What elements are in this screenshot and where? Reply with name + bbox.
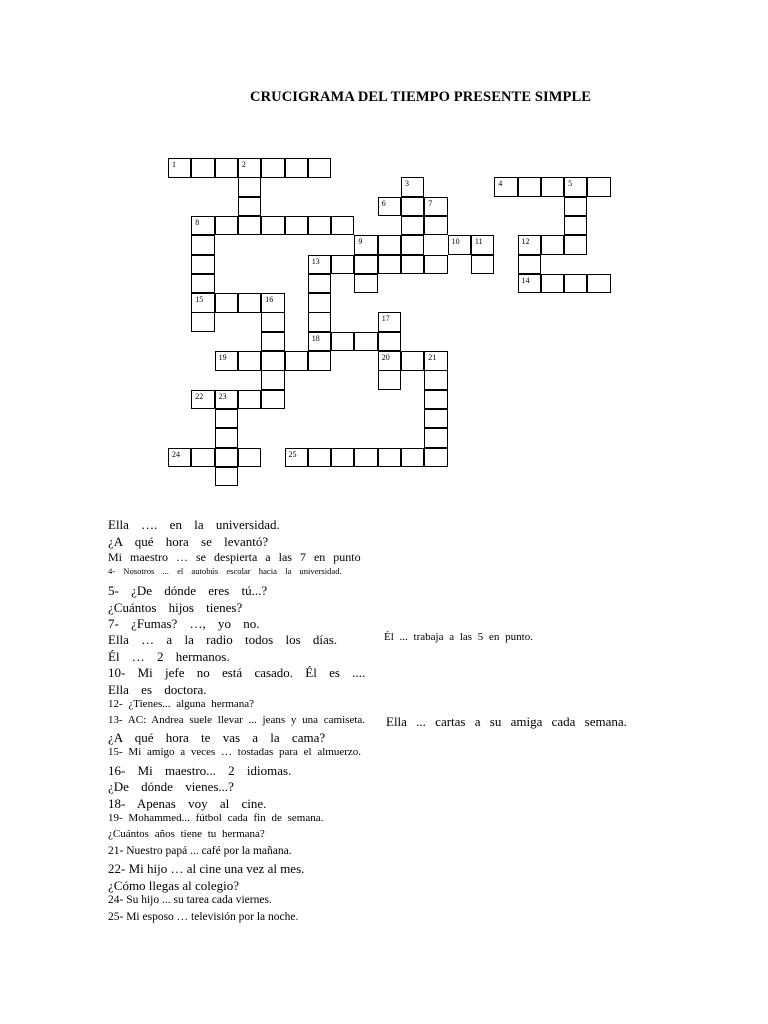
crossword-cell[interactable] [518,274,541,294]
clue-text: 15- Mi amigo a veces … tostadas para el almuerzo. [108,746,362,758]
crossword-cell[interactable] [191,216,214,236]
cell-number: 13 [311,256,320,266]
clue-text: 22- Mi hijo … al cine una vez al mes. [108,861,305,876]
crossword-cell[interactable] [191,312,214,332]
crossword-cell[interactable] [261,293,284,313]
page-title: CRUCIGRAMA DEL TIEMPO PRESENTE SIMPLE [250,89,592,105]
clue-text: 18- Apenas voy al cine. [108,796,267,811]
crossword-cell[interactable] [378,312,401,332]
crossword-cell[interactable] [471,235,494,255]
clue-text: 25- Mi esposo … televisión por la noche. [108,911,299,923]
crossword-cell[interactable] [285,158,308,178]
cell-number: 1 [172,160,176,169]
crossword-cell[interactable] [378,370,401,390]
clue-text: ¿Cuántos años tiene tu hermana? [108,828,265,840]
crossword-cell[interactable] [215,351,238,371]
crossword-cell[interactable] [261,370,284,390]
crossword-cell[interactable] [401,351,424,371]
cell-number: 16 [265,295,274,305]
crossword-cell[interactable] [378,197,401,217]
side-clue-text: Él ... trabaja a las 5 en punto. [384,631,533,643]
clue-text: 19- Mohammed... fútbol cada fin de semana. [108,812,324,824]
crossword-cell[interactable] [261,158,284,178]
crossword-cell[interactable] [308,312,331,332]
clue-text: 16- Mi maestro... 2 idiomas. [108,763,292,778]
clue-text: 24- Su hijo ... su tarea cada viernes. [108,894,272,906]
clue-text: ¿Cómo llegas al colegio? [108,878,240,893]
crossword-cell[interactable] [285,216,308,236]
crossword-cell[interactable] [378,235,401,255]
clue-text: Mi maestro … se despierta a las 7 en punto [108,550,361,564]
cell-number: 21 [428,353,437,362]
crossword-cell[interactable] [354,448,377,468]
crossword-cell[interactable] [308,255,331,275]
cell-number: 4 [498,179,503,189]
cell-number: 2 [241,160,246,169]
crossword-cell[interactable] [564,235,587,255]
crossword-cell[interactable] [401,255,424,275]
crossword-cell[interactable] [354,332,377,352]
cell-number: 19 [218,353,227,362]
cell-number: 10 [451,237,460,247]
clue-text: 12- ¿Tienes... alguna hermana? [108,698,255,710]
crossword-cell[interactable] [378,351,401,371]
crossword-cell[interactable] [168,448,191,468]
crossword-cell[interactable] [331,448,354,468]
crossword-cell[interactable] [308,293,331,313]
crossword-cell[interactable] [215,467,238,487]
crossword-cell[interactable] [308,158,331,178]
clue-text: ¿De dónde vienes...? [108,779,234,794]
crossword-cell[interactable] [238,158,261,178]
cell-number: 8 [195,217,200,227]
crossword-cell[interactable] [401,235,424,255]
crossword-cell[interactable] [354,274,377,294]
crossword-cell[interactable] [215,293,238,313]
crossword-cell[interactable] [424,216,447,236]
crossword-cell[interactable] [191,390,214,410]
crossword-cell[interactable] [541,177,564,197]
crossword-cell[interactable] [424,255,447,275]
clue-text: 13- AC: Andrea suele llevar ... jeans y una camiseta. [108,714,366,726]
side-clue-text: Ella ... cartas a su amiga cada semana. [386,714,627,729]
cell-number: 5 [568,179,573,189]
crossword-cell[interactable] [238,197,261,217]
crossword-cell[interactable] [401,216,424,236]
clue-text: Ella es doctora. [108,682,207,697]
crossword-cell[interactable] [401,197,424,217]
crossword-cell[interactable] [587,177,610,197]
crossword-cell[interactable] [378,448,401,468]
crossword-cell[interactable] [261,332,284,352]
crossword-cell[interactable] [308,216,331,236]
crossword-cell[interactable] [215,216,238,236]
crossword-cell[interactable] [215,448,238,468]
crossword-cell[interactable] [191,274,214,294]
crossword-cell[interactable] [191,255,214,275]
crossword-cell[interactable] [191,158,214,178]
clue-text: Ella …. en la universidad. [108,517,280,532]
crossword-cell[interactable] [587,274,610,294]
crossword-cell[interactable] [261,390,284,410]
crossword-cell[interactable] [471,255,494,275]
cell-number: 9 [358,237,363,247]
crossword-cell[interactable] [424,390,447,410]
clue-text: 4- Nosotros ... el autobús escolar hacia la universidad. [108,566,342,576]
crossword-cell[interactable] [238,448,261,468]
crossword-cell[interactable] [285,448,308,468]
clue-text: ¿A qué hora se levantó? [108,534,269,549]
crossword-cell[interactable] [564,274,587,294]
crossword-cell[interactable] [191,448,214,468]
crossword-cell[interactable] [238,293,261,313]
clue-text: 10- Mi jefe no está casado. Él es .... [108,665,366,680]
crossword-cell[interactable] [285,351,308,371]
crossword-cell[interactable] [541,274,564,294]
crossword-cell[interactable] [424,197,447,217]
cell-number: 3 [405,179,409,189]
cell-number: 11 [474,237,483,247]
crossword-cell[interactable] [424,448,447,468]
crossword-cell[interactable] [378,332,401,352]
crossword-cell[interactable] [564,177,587,197]
clue-text: Él … 2 hermanos. [108,649,230,664]
cell-number: 6 [381,198,386,208]
crossword-cell[interactable] [331,255,354,275]
crossword-cell[interactable] [331,332,354,352]
crossword-cell[interactable] [424,409,447,429]
crossword-cell[interactable] [401,177,424,197]
crossword-cell[interactable] [191,293,214,313]
crossword-cell[interactable] [238,177,261,197]
crossword-cell[interactable] [354,255,377,275]
crossword-cell[interactable] [308,351,331,371]
crossword-cell[interactable] [378,255,401,275]
crossword-cell[interactable] [518,235,541,255]
crossword-cell[interactable] [448,235,471,255]
crossword-cell[interactable] [331,216,354,236]
crossword-cell[interactable] [564,216,587,236]
cell-number: 20 [381,353,390,362]
crossword-cell[interactable] [308,332,331,352]
cell-number: 17 [381,314,390,324]
crossword-grid [0,0,768,500]
cell-number: 22 [195,391,204,401]
crossword-cell[interactable] [518,255,541,275]
cell-number: 15 [195,295,204,305]
crossword-cell[interactable] [261,216,284,236]
clue-text: Ella … a la radio todos los días. [108,632,338,647]
crossword-cell[interactable] [424,428,447,448]
clue-text: 21- Nuestro papá ... café por la mañana. [108,845,292,857]
crossword-cell[interactable] [308,274,331,294]
crossword-cell[interactable] [494,177,517,197]
crossword-cell[interactable] [424,370,447,390]
clue-text: 7- ¿Fumas? …, yo no. [108,616,260,631]
crossword-cell[interactable] [215,409,238,429]
crossword-cell[interactable] [261,351,284,371]
cell-number: 25 [288,449,297,459]
crossword-cell[interactable] [424,351,447,371]
crossword-cell[interactable] [308,448,331,468]
cell-number: 18 [311,333,320,343]
crossword-cell[interactable] [564,197,587,217]
crossword-cell[interactable] [215,390,238,410]
crossword-cell[interactable] [215,428,238,448]
cell-number: 7 [428,198,433,208]
crossword-cell[interactable] [238,351,261,371]
cell-number: 12 [521,237,530,247]
cell-number: 23 [218,391,227,401]
cell-number: 14 [521,275,530,285]
clue-text: 5- ¿De dónde eres tú...? [108,583,268,598]
crossword-cell[interactable] [191,235,214,255]
crossword-cell[interactable] [354,235,377,255]
clue-text: ¿Cuántos hijos tienes? [108,600,243,615]
clue-text: ¿A qué hora te vas a la cama? [108,730,326,745]
crossword-cell[interactable] [238,390,261,410]
crossword-cell[interactable] [261,312,284,332]
crossword-cell[interactable] [541,235,564,255]
crossword-cell[interactable] [215,158,238,178]
crossword-cell[interactable] [168,158,191,178]
crossword-cell[interactable] [238,216,261,236]
cell-number: 24 [172,449,180,459]
crossword-cell[interactable] [518,177,541,197]
crossword-cell[interactable] [401,448,424,468]
